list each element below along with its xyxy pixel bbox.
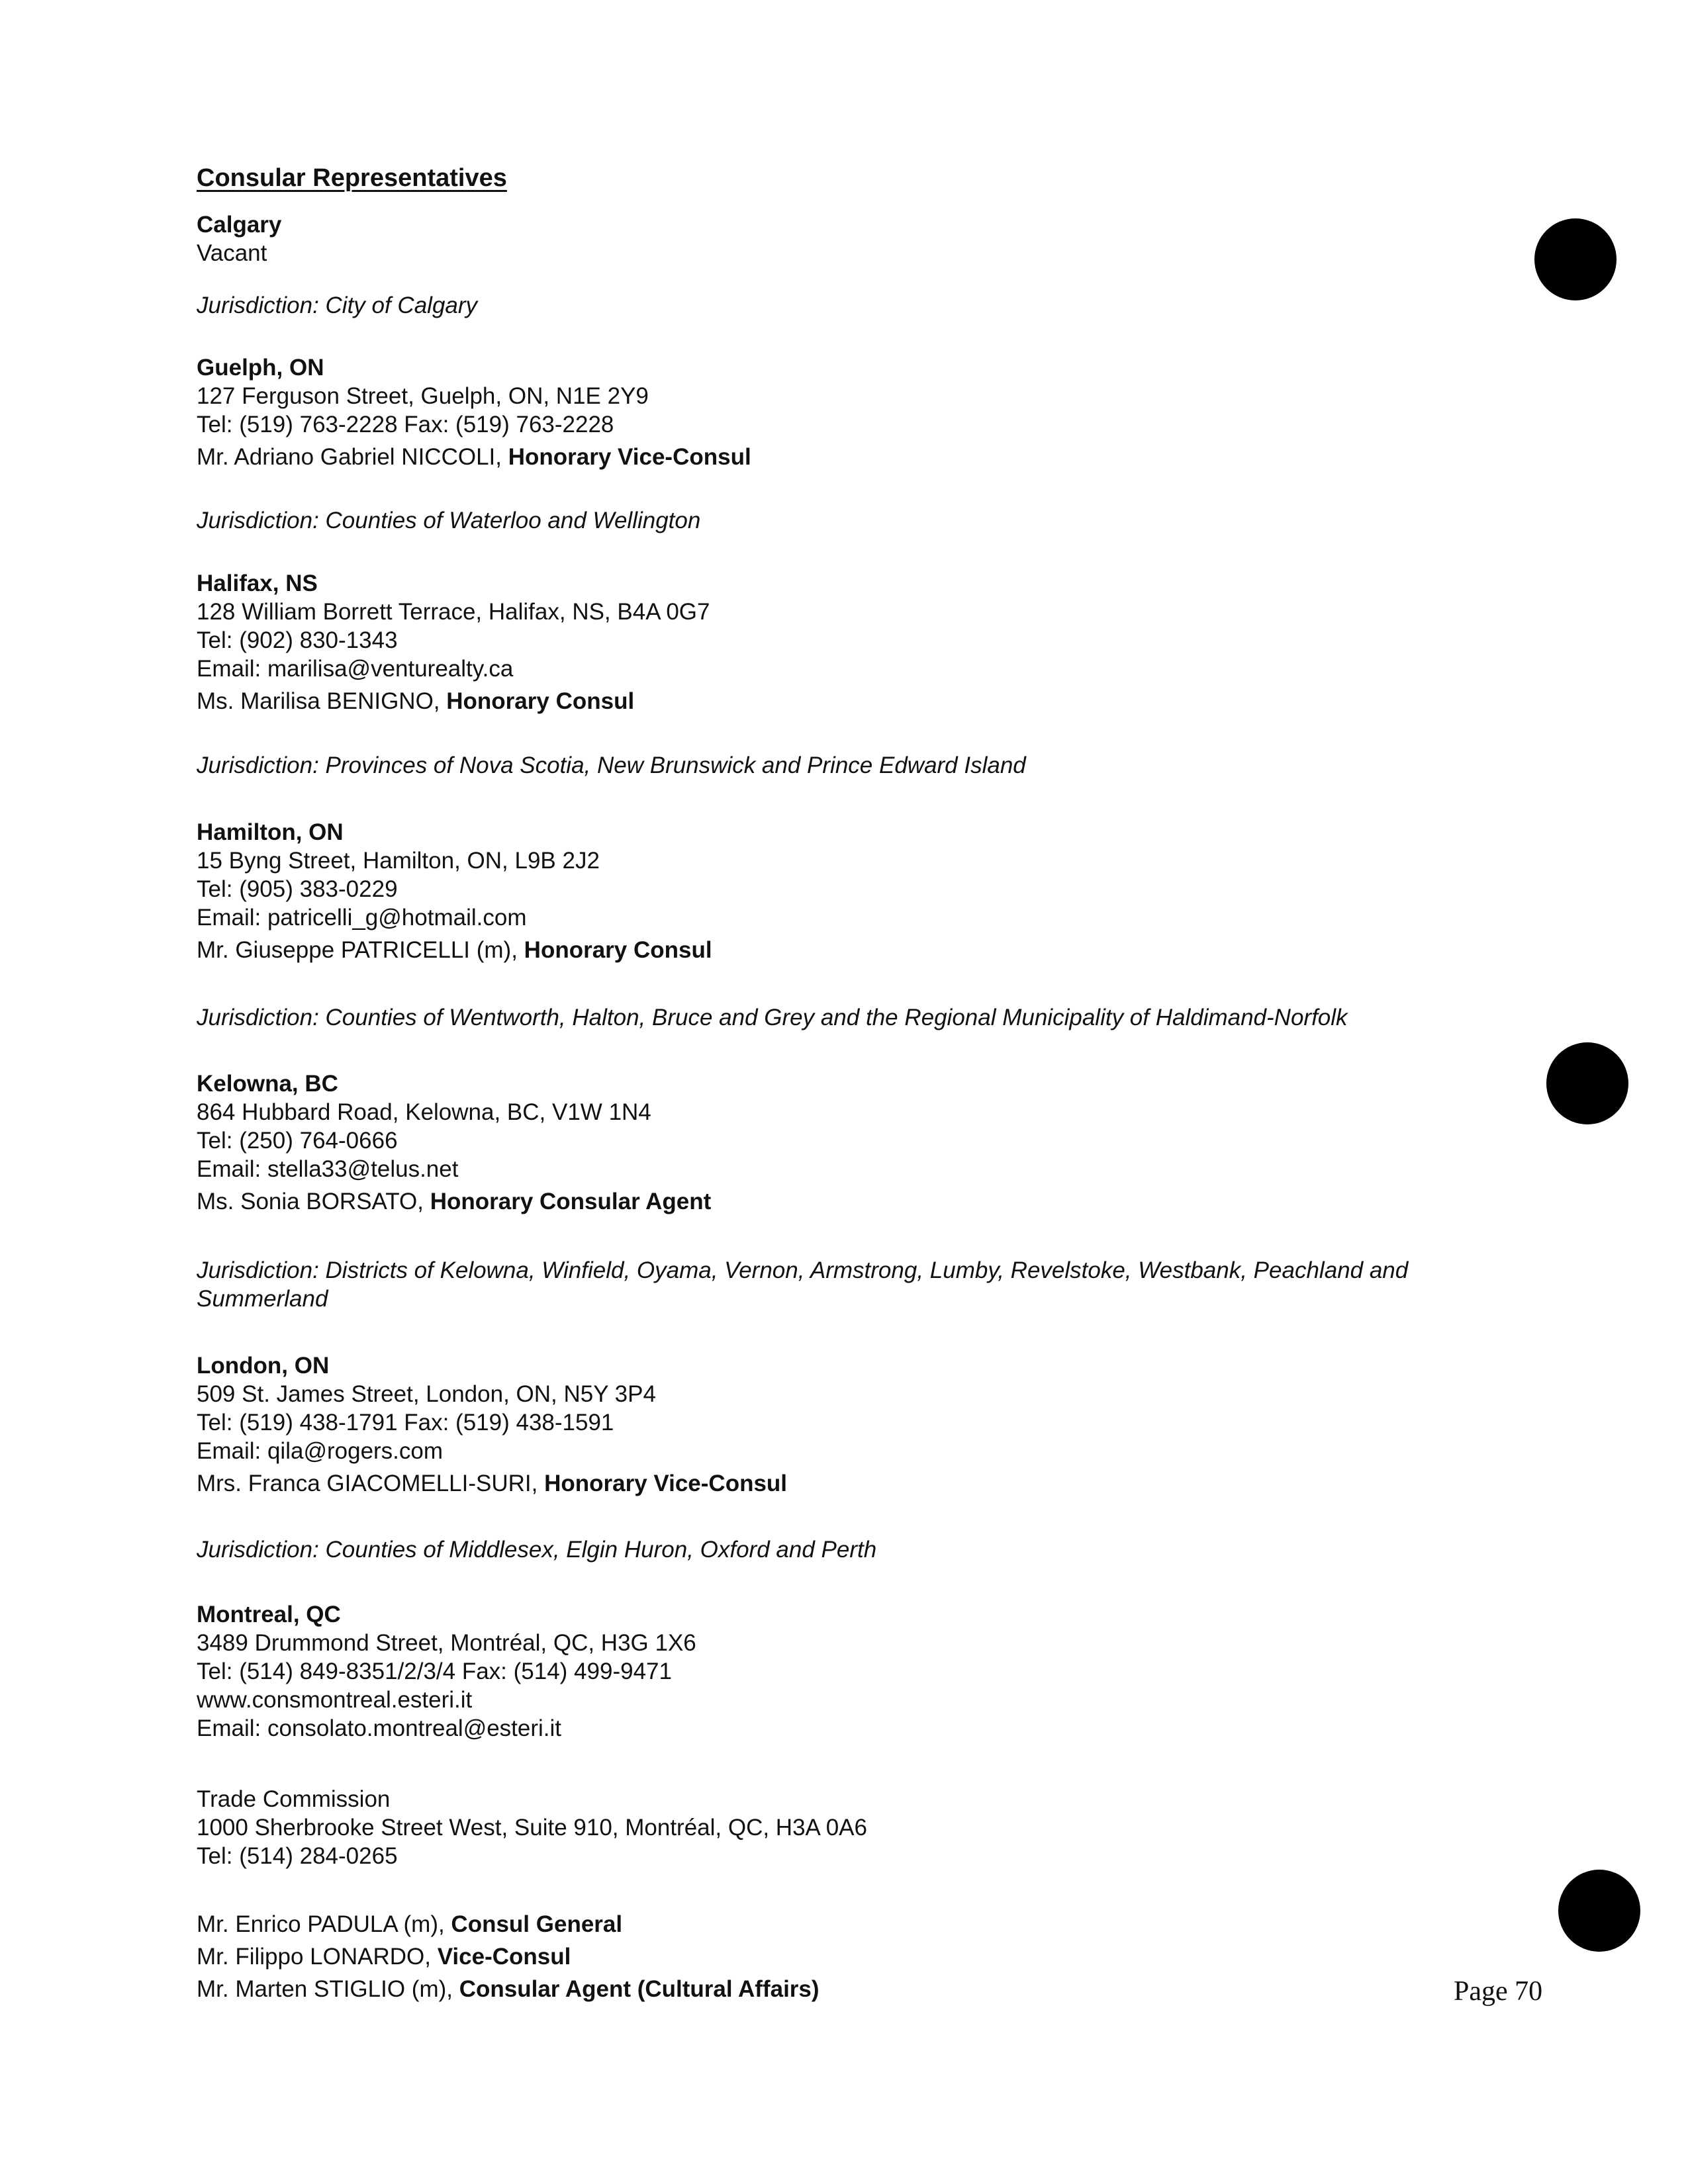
person-line: [197, 1469, 1521, 1498]
person-title: Honorary Vice-Consul: [544, 1471, 788, 1496]
jurisdiction-text: Jurisdiction: Provinces of Nova Scotia, New Brunswick and Prince Edward Island: [197, 752, 1026, 778]
jurisdiction-calgary: [197, 291, 1521, 320]
entry-calgary: [197, 210, 1521, 267]
address-text: 15 Byng Street, Hamilton, ON, L9B 2J2: [197, 848, 600, 874]
staff-line: [197, 1973, 1521, 2005]
entry-kelowna: [197, 1069, 1521, 1216]
staff-title: Consul General: [451, 1911, 623, 1937]
person-line: [197, 1187, 1521, 1216]
trade-address: 1000 Sherbrooke Street West, Suite 910, Montréal, QC, H3A 0A6: [197, 1815, 867, 1841]
entry-guelph: [197, 353, 1521, 471]
status-text: Vacant: [197, 240, 267, 266]
jurisdiction-text-continued: Summerland: [197, 1286, 328, 1312]
person-name: Mr. Giuseppe PATRICELLI (m),: [197, 937, 524, 963]
tel-text: Tel: (519) 763-2228 Fax: (519) 763-2228: [197, 412, 614, 437]
person-title: Honorary Consular Agent: [430, 1189, 712, 1214]
page-number: Page 70: [1454, 1976, 1543, 2007]
section-heading: Consular Representatives: [197, 164, 507, 192]
montreal-staff: [197, 1908, 1521, 2005]
address-text: 864 Hubbard Road, Kelowna, BC, V1W 1N4: [197, 1099, 651, 1125]
entry-london: [197, 1351, 1521, 1498]
tel-text: Tel: (514) 849-8351/2/3/4 Fax: (514) 499-9471: [197, 1659, 672, 1684]
jurisdiction-halifax: [197, 751, 1521, 780]
person-line: [197, 936, 1521, 964]
staff-name: Mr. Filippo LONARDO,: [197, 1944, 438, 1970]
city-name: Hamilton, ON: [197, 819, 344, 845]
staff-title: Vice-Consul: [437, 1944, 571, 1970]
tel-text: Tel: (519) 438-1791 Fax: (519) 438-1591: [197, 1410, 614, 1435]
jurisdiction-text: Jurisdiction: Counties of Middlesex, Elgin Huron, Oxford and Perth: [197, 1537, 877, 1563]
trade-title: Trade Commission: [197, 1786, 391, 1812]
person-name: Ms. Sonia BORSATO,: [197, 1189, 430, 1214]
punch-hole-top: [1534, 218, 1617, 300]
address-text: 127 Ferguson Street, Guelph, ON, N1E 2Y9: [197, 383, 649, 409]
jurisdiction-hamilton: [197, 1003, 1521, 1032]
person-name: Mr. Adriano Gabriel NICCOLI,: [197, 444, 508, 470]
jurisdiction-text: Jurisdiction: City of Calgary: [197, 293, 478, 318]
jurisdiction-text: Jurisdiction: Districts of Kelowna, Winfield, Oyama, Vernon, Armstrong, Lumby, Revelstoke, Westbank, Peachland and: [197, 1257, 1409, 1283]
address-text: 128 William Borrett Terrace, Halifax, NS, B4A 0G7: [197, 599, 710, 625]
staff-line: [197, 1908, 1521, 1940]
person-name: Ms. Marilisa BENIGNO,: [197, 688, 447, 714]
city-name: Halifax, NS: [197, 570, 318, 596]
person-name: Mrs. Franca GIACOMELLI-SURI,: [197, 1471, 545, 1496]
person-line: [197, 687, 1521, 715]
jurisdiction-guelph: [197, 506, 1521, 535]
punch-hole-middle: [1546, 1042, 1628, 1124]
jurisdiction-kelowna: [197, 1256, 1521, 1313]
trade-tel: Tel: (514) 284-0265: [197, 1843, 398, 1869]
staff-name: Mr. Marten STIGLIO (m),: [197, 1976, 459, 2002]
person-title: Honorary Consul: [524, 937, 712, 963]
jurisdiction-text: Jurisdiction: Counties of Waterloo and Wellington: [197, 508, 701, 533]
city-name: Guelph, ON: [197, 355, 324, 381]
address-text: 509 St. James Street, London, ON, N5Y 3P4: [197, 1381, 656, 1407]
entry-halifax: [197, 569, 1521, 715]
person-title: Honorary Consul: [446, 688, 635, 714]
city-name: Calgary: [197, 212, 282, 238]
city-name: Montreal, QC: [197, 1602, 341, 1627]
person-line: [197, 443, 1521, 471]
jurisdiction-text: Jurisdiction: Counties of Wentworth, Halton, Bruce and Grey and the Regional Municipality of Haldimand-Norfolk: [197, 1005, 1348, 1030]
staff-name: Mr. Enrico PADULA (m),: [197, 1911, 451, 1937]
staff-line: [197, 1940, 1521, 1973]
entry-hamilton: [197, 818, 1521, 964]
email-text: Email: stella33@telus.net: [197, 1156, 459, 1182]
person-title: Honorary Vice-Consul: [508, 444, 751, 470]
staff-title: Consular Agent (Cultural Affairs): [459, 1976, 820, 2002]
email-text: Email: qila@rogers.com: [197, 1438, 444, 1464]
jurisdiction-london: [197, 1535, 1521, 1564]
address-text: 3489 Drummond Street, Montréal, QC, H3G 1X6: [197, 1630, 696, 1656]
tel-text: Tel: (902) 830-1343: [197, 627, 398, 653]
city-name: London, ON: [197, 1353, 330, 1379]
trade-commission: [197, 1785, 1521, 1870]
punch-hole-bottom: [1558, 1870, 1640, 1952]
website-text: www.consmontreal.esteri.it: [197, 1687, 473, 1713]
tel-text: Tel: (250) 764-0666: [197, 1128, 398, 1154]
tel-text: Tel: (905) 383-0229: [197, 876, 398, 902]
email-text: Email: patricelli_g@hotmail.com: [197, 905, 527, 931]
entry-montreal: [197, 1600, 1521, 1743]
email-text: Email: marilisa@venturealty.ca: [197, 656, 514, 682]
email-text: Email: consolato.montreal@esteri.it: [197, 1715, 562, 1741]
city-name: Kelowna, BC: [197, 1071, 338, 1097]
